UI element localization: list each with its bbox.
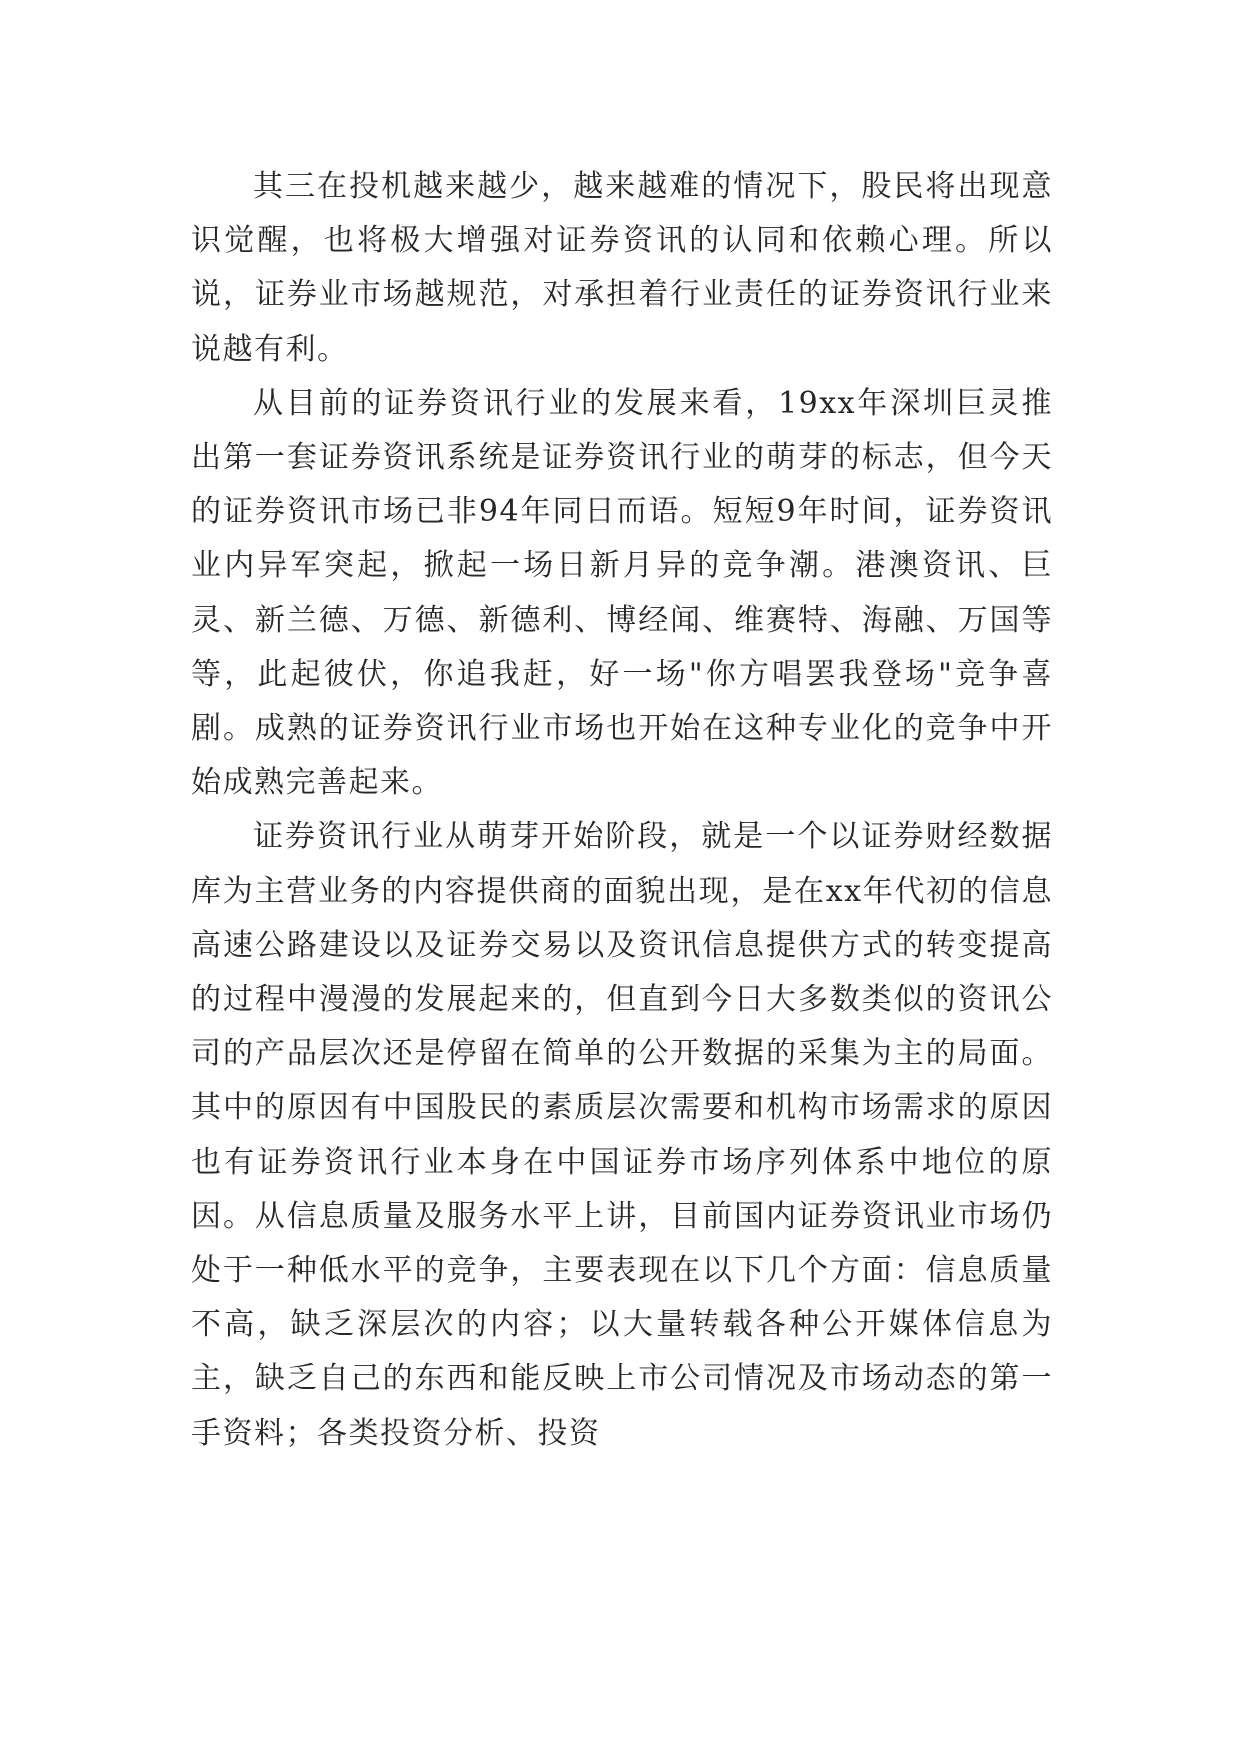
paragraph-3: 证券资讯行业从萌芽开始阶段，就是一个以证券财经数据库为主营业务的内容提供商的面貌出现，是在xx年代初的信息高速公路建设以及证券交易以及资讯信息提供方式的转变提高的过程中漫漫的发展起来的，但直到今日大多数类似的资讯公司的产品层次还是停留在简单的公开数据的采集为主的局面。其中的原因有中国股民的素质层次需要和机构市场需求的原因也有证券资讯行业本身在中国证券市场序列体系中地位的原因。从信息质量及服务水平上讲，目前国内证券资讯业市场仍处于一种低水平的竞争，主要表现在以下几个方面：信息质量不高，缺乏深层次的内容；以大量转载各种公开媒体信息为主，缺乏自己的东西和能反映上市公司情况及市场动态的第一手资料；各类投资分析、投资 <box>191 819 1053 1451</box>
paragraph-1: 其三在投机越来越少，越来越难的情况下，股民将出现意识觉醒，也将极大增强对证券资讯的认同和依赖心理。所以说，证券业市场越规范，对承担着行业责任的证券资讯行业来说越有利。 <box>191 169 1053 367</box>
document-body <box>191 160 1053 1461</box>
paragraph-2: 从目前的证券资讯行业的发展来看，19xx年深圳巨灵推出第一套证券资讯系统是证券资讯行业的萌芽的标志，但今天的证券资讯市场已非94年同日而语。短短9年时间，证券资讯业内异军突起，掀起一场日新月异的竞争潮。港澳资讯、巨灵、新兰德、万德、新德利、博经闻、维赛特、海融、万国等等，此起彼伏，你追我赶，好一场"你方唱罢我登场"竞争喜剧。成熟的证券资讯行业市场也开始在这种专业化的竞争中开始成熟完善起来。 <box>191 385 1053 801</box>
